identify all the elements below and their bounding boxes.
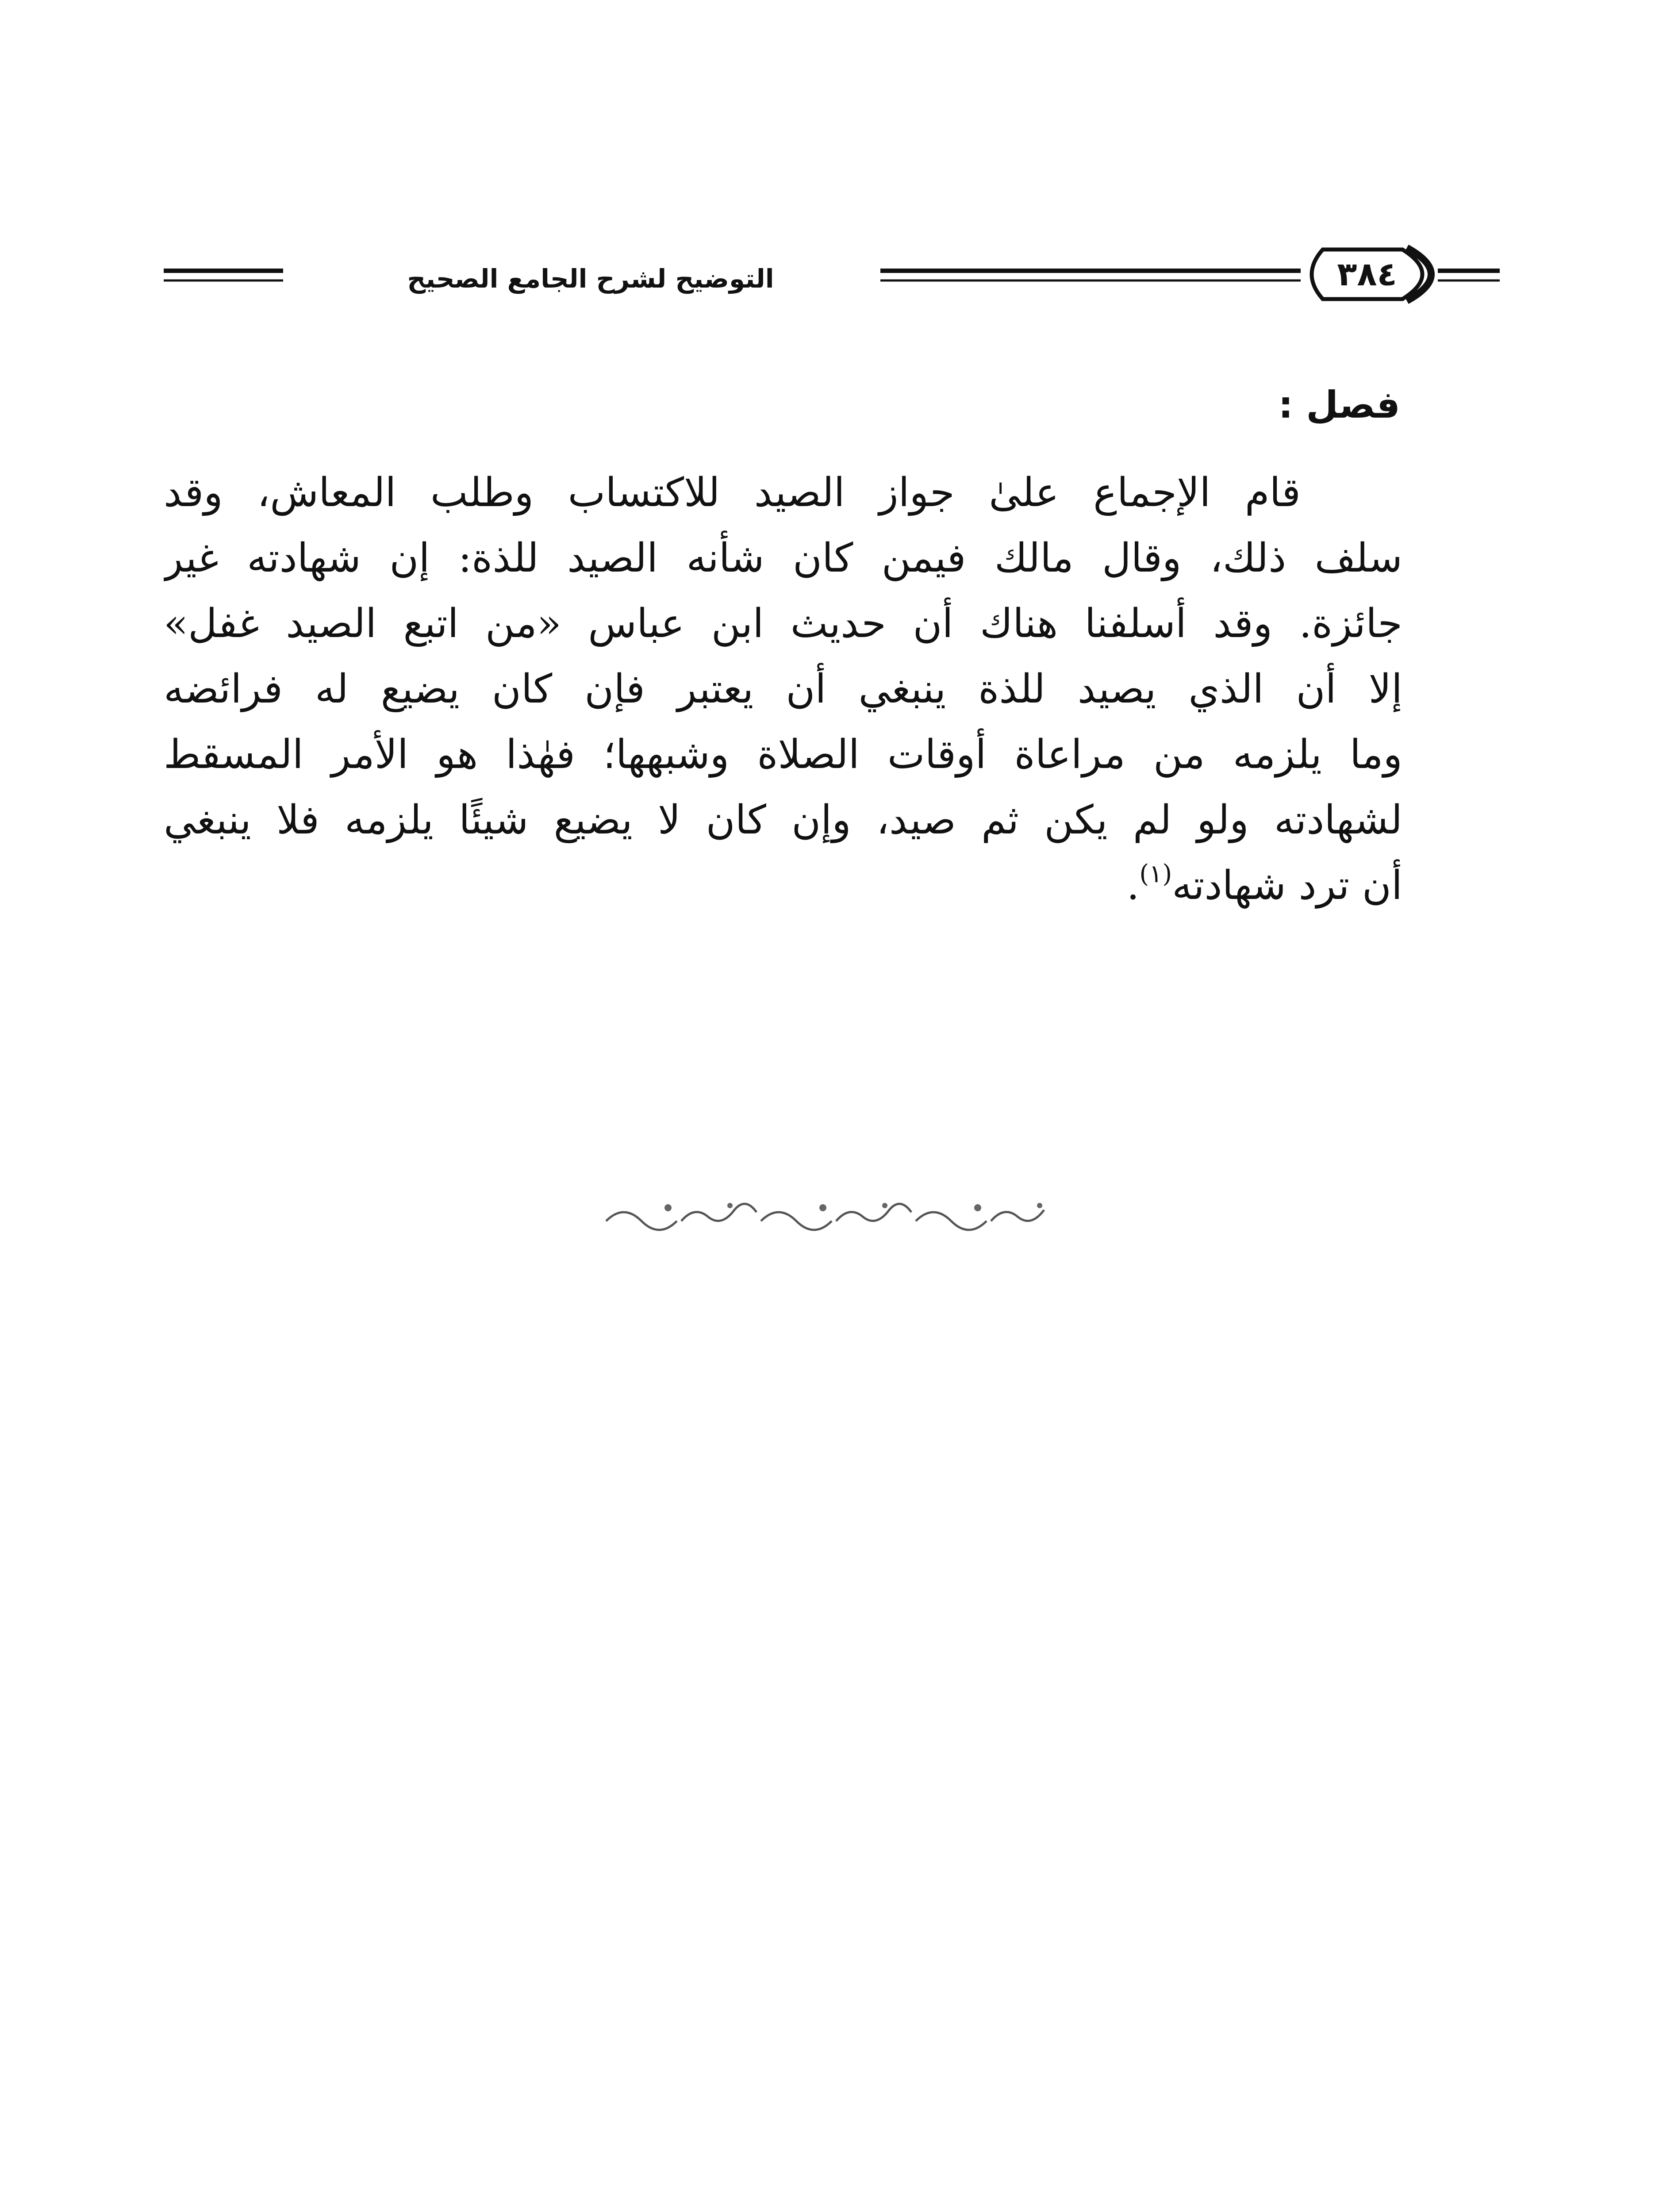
page-number: ٣٨٤ <box>1337 255 1397 293</box>
text-line: إلا أن الذي يصيد للذة ينبغي أن يعتبر فإن كان يضيع له فرائضه <box>164 666 1402 712</box>
section-ornament <box>597 1194 1062 1234</box>
footnote-reference: (١) <box>1139 860 1172 888</box>
last-line-end: . <box>1126 862 1140 909</box>
text-line: جائزة. وقد أسلفنا هناك أن حديث ابن عباس «من اتبع الصيد غفل» <box>164 600 1402 647</box>
page-header <box>0 230 1659 319</box>
text-line: قام الإجماع علىٰ جواز الصيد للاكتساب وطلب المعاش، وقد <box>164 469 1301 516</box>
text-line: وما يلزمه من مراعاة أوقات الصلاة وشبهها؛ فهٰذا هو الأمر المسقط <box>164 731 1402 778</box>
text-line: سلف ذلك، وقال مالك فيمن كان شأنه الصيد للذة: إن شهادته غير <box>164 535 1402 581</box>
running-title: التوضيح لشرح الجامع الصحيح <box>407 264 774 294</box>
section-heading: فصل : <box>1278 383 1400 426</box>
text-line: لشهادته ولو لم يكن ثم صيد، وإن كان لا يضيع شيئًا يلزمه فلا ينبغي <box>164 797 1402 843</box>
last-line-text: أن ترد شهادته <box>1172 862 1402 909</box>
text-line-last <box>164 853 1402 918</box>
body-paragraph <box>164 460 1402 918</box>
